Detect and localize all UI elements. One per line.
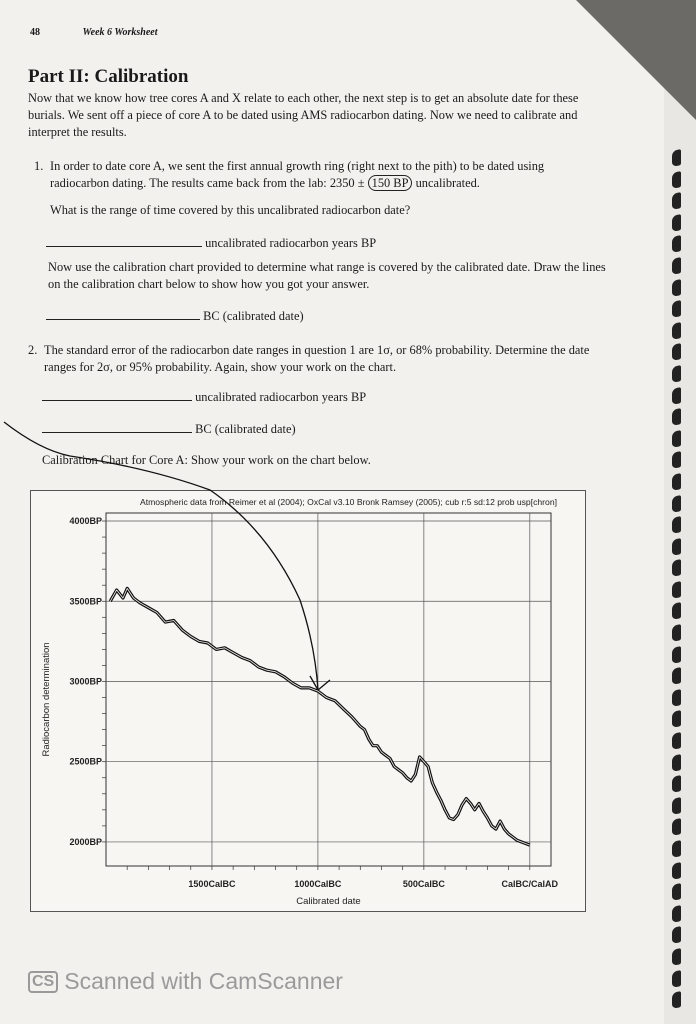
- binding-ring: [672, 862, 681, 880]
- binding-ring: [672, 667, 681, 685]
- q1-cal-blank[interactable]: [46, 319, 200, 320]
- binding-ring: [672, 322, 681, 340]
- binding-ring: [672, 473, 681, 491]
- binding-ring: [672, 214, 681, 232]
- binding-ring: [672, 970, 681, 988]
- binding-ring: [672, 343, 681, 361]
- binding-ring: [672, 235, 681, 253]
- binding-ring: [672, 732, 681, 750]
- worksheet-title: Week 6 Worksheet: [82, 27, 158, 38]
- binding-ring: [672, 905, 681, 923]
- x-tick-label: 1500CalBC: [188, 879, 236, 889]
- page-number: 48: [30, 27, 40, 38]
- question-1-prompt: What is the range of time covered by this uncalibrated radiocarbon date?: [50, 203, 411, 217]
- intro-paragraph: Now that we know how tree cores A and X relate to each other, the next step is to get an absolute date for these burials. We sent off a piece of core A to be dated using AMS radiocarbon dating. Now we need to calibrate and interpret the results.: [28, 91, 579, 139]
- question-1-text-b: uncalibrated.: [415, 176, 480, 190]
- binding-ring: [672, 948, 681, 966]
- binding-ring: [672, 775, 681, 793]
- watermark-text: Scanned with CamScanner: [64, 968, 343, 994]
- q2-answer-row-1: [42, 389, 366, 406]
- question-2-text: The standard error of the radiocarbon date ranges in question 1 are 1σ, or 68% probability. Determine the date ranges for 2σ, or 95% probability. Again, show your work on the chart.: [44, 343, 590, 374]
- binding-ring: [672, 451, 681, 469]
- binding-ring: [672, 171, 681, 189]
- question-1-text-a: In order to date core A, we sent the first annual growth ring (right next to the pith) to be dated using radiocarbon dating. The results came back from the lab: 2350 ±: [50, 159, 545, 190]
- section-title: Part II: Calibration: [28, 66, 189, 87]
- binding-ring: [672, 883, 681, 901]
- binding-ring: [672, 603, 681, 621]
- binding-ring: [672, 495, 681, 513]
- q1-answer-row-2: [46, 308, 304, 325]
- binding-ring: [672, 559, 681, 577]
- q1-answer-row-1: [46, 235, 376, 252]
- question-1-number: 1.: [34, 159, 44, 173]
- binding-ring: [672, 991, 681, 1009]
- binding-ring: [672, 257, 681, 275]
- question-2: [28, 342, 592, 376]
- binding-ring: [672, 797, 681, 815]
- q1-instruction: Now use the calibration chart provided to determine what range is covered by the calibrated date. Draw the lines on the calibration chart below to show how you got your answer.: [48, 260, 606, 291]
- y-tick-label: 4000BP: [69, 516, 102, 527]
- binding-ring: [672, 818, 681, 836]
- camscanner-logo-icon: CS: [28, 971, 58, 993]
- binding-ring: [672, 710, 681, 728]
- x-tick-label: 500CalBC: [402, 879, 445, 889]
- y-tick-label: 3000BP: [69, 676, 102, 687]
- binding-ring: [672, 926, 681, 944]
- binding-ring: [672, 689, 681, 707]
- binding-ring: [672, 149, 681, 167]
- x-axis-label: Calibrated date: [296, 896, 361, 907]
- binding-ring: [672, 646, 681, 664]
- q2-uncal-blank[interactable]: [42, 400, 192, 401]
- q1-uncal-label: uncalibrated radiocarbon years BP: [205, 236, 377, 250]
- binding-ring: [672, 581, 681, 599]
- y-axis-label: Radiocarbon determination: [41, 642, 52, 757]
- binding-ring: [672, 840, 681, 858]
- question-2-number: 2.: [28, 343, 38, 357]
- binding-ring: [672, 387, 681, 405]
- spiral-binding: [664, 150, 690, 1020]
- chart-title: Atmospheric data from Reimer et al (2004); OxCal v3.10 Bronk Ramsey (2005); cub r:5 sd:12 prob usp[chron]: [140, 497, 557, 507]
- binding-ring: [672, 516, 681, 534]
- binding-ring: [672, 192, 681, 210]
- x-tick-label: CalBC/CalAD: [501, 879, 559, 889]
- binding-ring: [672, 754, 681, 772]
- q2-uncal-label: uncalibrated radiocarbon years BP: [195, 390, 367, 404]
- binding-ring: [672, 365, 681, 383]
- binding-ring: [672, 430, 681, 448]
- y-tick-label: 2000BP: [69, 836, 102, 847]
- page-header: [30, 27, 158, 38]
- q1-cal-label: BC (calibrated date): [203, 309, 304, 323]
- circled-error-value: 150 BP: [368, 175, 413, 191]
- y-tick-label: 2500BP: [69, 756, 102, 767]
- binding-ring: [672, 624, 681, 642]
- handwritten-arrow: [0, 410, 340, 700]
- scan-shadow: [576, 0, 696, 120]
- binding-ring: [672, 408, 681, 426]
- binding-ring: [672, 300, 681, 318]
- question-1: [34, 158, 590, 192]
- q1-uncal-blank[interactable]: [46, 246, 202, 247]
- q2-cal-label: BC (calibrated date): [195, 422, 296, 436]
- chart-heading: Calibration Chart for Core A: Show your work on the chart below.: [42, 453, 371, 467]
- binding-ring: [672, 538, 681, 556]
- scanner-watermark: [28, 968, 343, 995]
- x-tick-label: 1000CalBC: [294, 879, 342, 889]
- binding-ring: [672, 279, 681, 297]
- y-tick-label: 3500BP: [69, 596, 102, 607]
